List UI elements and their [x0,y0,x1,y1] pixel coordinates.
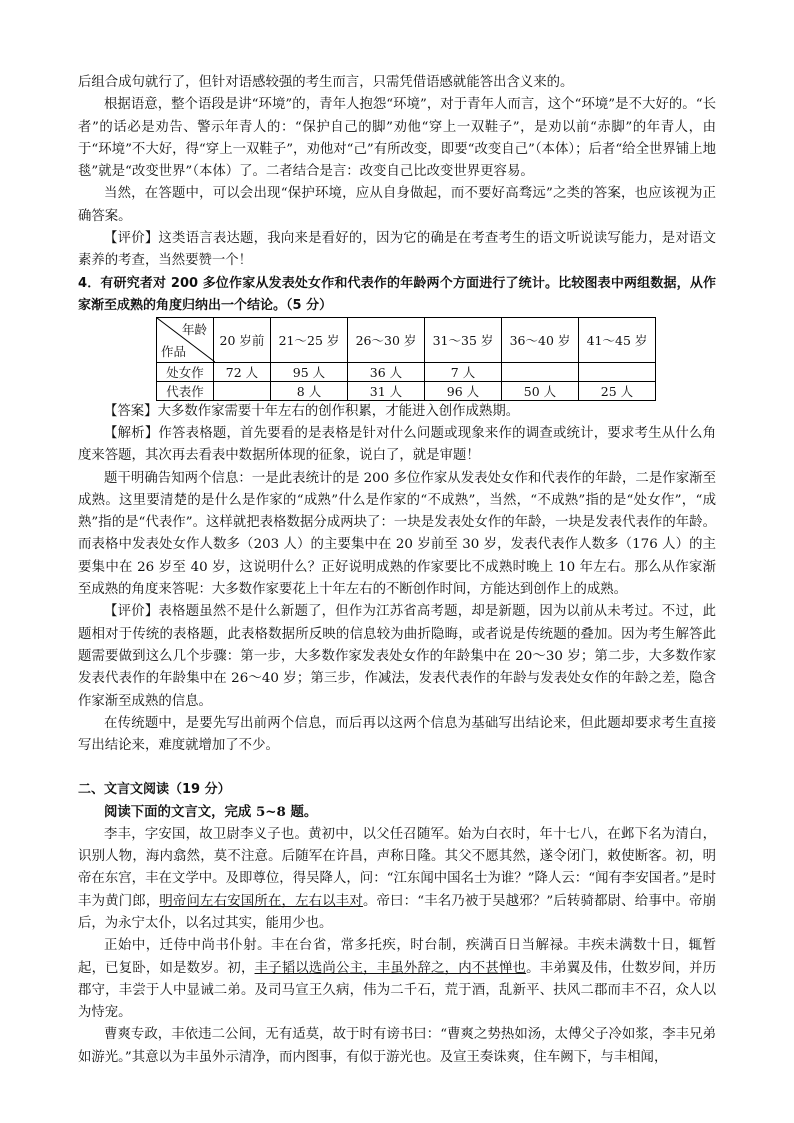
table-cell: 50 人 [502,381,579,400]
row-label: 处女作 [157,362,214,381]
paragraph-evaluation [78,228,716,273]
paragraph-detail: 题干明确告知两个信息：一是此表统计的是 200 多位作家从发表处女作和代表作的年龄，二是作家渐至成熟。这里要清楚的是什么是作家的“成熟”什么是作家的“不成熟”，当然，“不成熟”指的是“处女作”，“成熟”指的是“代表作”。这样就把表格数据分成两块了：一块是发表处女作的年龄，一块是发表代表作的年龄。而表格中发表处女作人数多（203 人）的主要集中在 20 岁前至 30 岁，发表代表作人数多（176 人）的主要集中在 26 岁至 40 岁，这说明什么？正好说明成熟的作家要比不成熟时晚上 10 年左右。那么从作家渐至成熟的角度来答呢：大多数作家要花上十年左右的不断创作时间，方能达到创作上的成熟。 [78,470,716,598]
table-header-row [157,317,656,362]
question-4: 4．有研究者对 200 多位作家从发表处女作和代表作的年龄两个方面进行了统计。比较图表中两组数据，从作家渐至成熟的角度归纳出一个结论。（5 分） [78,275,716,313]
table-cell: 72 人 [214,362,271,381]
answer-paragraph [78,401,716,423]
classical-text: 。丰弟翼及伟，仕数岁间，并历郡守，丰尝于人中显诫二弟。及司马宣王久病，伟为二千石，荒于酒，乱新平、扶风二郡而丰不召，众人以为恃宠。 [78,960,717,1021]
paragraph-note: 当然，在答题中，可以会出现“保护环境，应从自身做起，而不要好高骛远”之类的答案，也应该视为正确答案。 [78,186,716,224]
section-heading: 二、文言文阅读（19 分） [78,782,231,798]
table-row [157,362,656,381]
classical-text: 李丰，字安国，故卫尉李义子也。黄初中，以父任召随军。始为白衣时，年十七八，在邺下名为清白，识别人物，海内翕然，莫不注意。后随军在许昌，声称日隆。其父不愿其然，遂令闭门，敕使断客。初，明帝在东宫，丰在文学中。及即尊位，得吴降人，问：“江东闻中国名士为谁？”降人云：“闻有李安国者。”是时丰为黄门郎， [78,826,716,909]
explanation-tag: 【解析】 [104,425,159,441]
evaluation-text: 表格题虽然不是什么新题了，但作为江苏省高考题，却是新题，因为以前从未考过。不过，此题相对于传统的表格题，此表格数据所反映的信息较为曲折隐晦，或者说是传统题的叠加。因为考生解答此题需要做到这么几个步骤：第一步，大多数作家发表处女作的年龄集中在 20～30 岁；第二步，大多数作家发表代表作的年龄集中在 26～40 岁；第三步，作减法，发表代表作的年龄与发表处女作的年龄之差，隐含作家渐至成熟的信息。 [78,604,716,709]
explanation-paragraph [78,423,716,468]
reading-instruction: 阅读下面的文言文，完成 5~8 题。 [104,804,318,821]
column-header: 31～35 岁 [425,317,502,362]
evaluation-tag: 【评价】 [104,604,159,620]
table-cell: 36 人 [348,362,425,381]
paragraph-analysis: 根据语意，整个语段是讲“环境”的，青年人抱怨“环境”，对于青年人而言，这个“环境”是不大好的。“长者”的话必是劝告、警示年青人的：“保护自己的脚”劝他“穿上一双鞋子”，是劝以前“赤脚”的年青人，由于“环境”不大好，得“穿上一双鞋子”，劝他对“己”有所改变，即要“改变自己”（本体）；后者“给全世界铺上地毯”就是“改变世界”（本体）了。二者结合是言：改变自己比改变世界更容易。 [78,97,716,180]
corner-label-work: 作品 [161,343,187,359]
document-page [78,72,716,1069]
table-cell [214,381,271,400]
table-cell: 25 人 [579,381,656,400]
corner-label-age: 年龄 [181,321,207,337]
table-cell: 7 人 [425,362,502,381]
classical-text: 。帝曰：“丰名乃被于吴越邪？”后转骑都尉、给事中。帝崩后，为永宁太仆，以名过其实，能用少也。 [78,893,717,931]
explanation-text: 作答表格题，首先要看的是表格是针对什么问题或现象来作的调查或统计，要求考生从什么角度来答题，其次再去看表中数据所体现的征象，说白了，就是审题！ [78,425,716,464]
table-cell: 8 人 [271,381,348,400]
answer-tag: 【答案】 [104,403,158,419]
table-cell [502,362,579,381]
answer-text: 大多数作家需要十年左右的创作积累，才能进入创作成熟期。 [157,403,520,419]
table-cell: 31 人 [348,381,425,400]
classical-text: 正始中，迁侍中尚书仆射。丰在台省，常多托疾，时台制，疾满百日当解禄。丰疾未满数十日，辄暂起，已复卧，如是数岁。初， [78,938,716,976]
column-header: 41～45 岁 [579,317,656,362]
table-cell: 96 人 [425,381,502,400]
evaluation-text: 这类语言表达题，我向来是看好的，因为它的确是在考查考生的语文听说读写能力，是对语文素养的考查，当然要赞一个！ [78,231,716,269]
paragraph-conclusion: 在传统题中，是要先写出前两个信息，而后再以这两个信息为基础写出结论来，但此题却要求考生直接写出结论来，难度就增加了不少。 [78,715,716,754]
evaluation-paragraph [78,601,716,712]
paragraph-continued: 后组合成句就行了，但针对语感较强的考生而言，只需凭借语感就能答出含义来的。 [78,75,574,90]
column-header: 36～40 岁 [502,317,579,362]
evaluation-tag: 【评价】 [104,231,159,247]
table-row [157,381,656,400]
classical-text-paragraph [78,824,716,935]
classical-text-paragraph: 曹爽专政，丰依违二公间，无有适莫，故于时有谤书曰：“曹爽之势热如汤，太傅父子冷如浆，李丰兄弟如游光。”其意以为丰虽外示清净，而内图事，有似于游光也。及宣王奏诛爽，住车阙下，与丰相闻， [78,1027,716,1065]
column-header: 20 岁前 [214,317,271,362]
column-header: 26～30 岁 [348,317,425,362]
column-header: 21～25 岁 [271,317,348,362]
classical-text-paragraph [78,935,716,1024]
table-corner-cell [157,317,214,362]
underlined-sentence: 明帝问左右安国所在，左右以丰对 [159,893,363,909]
table-cell [579,362,656,381]
age-statistics-table [156,317,656,401]
section-gap [78,757,716,779]
underlined-sentence: 丰子韬以选尚公主，丰虽外辞之，内不甚惮也 [254,960,527,976]
row-label: 代表作 [157,381,214,400]
table-cell: 95 人 [271,362,348,381]
